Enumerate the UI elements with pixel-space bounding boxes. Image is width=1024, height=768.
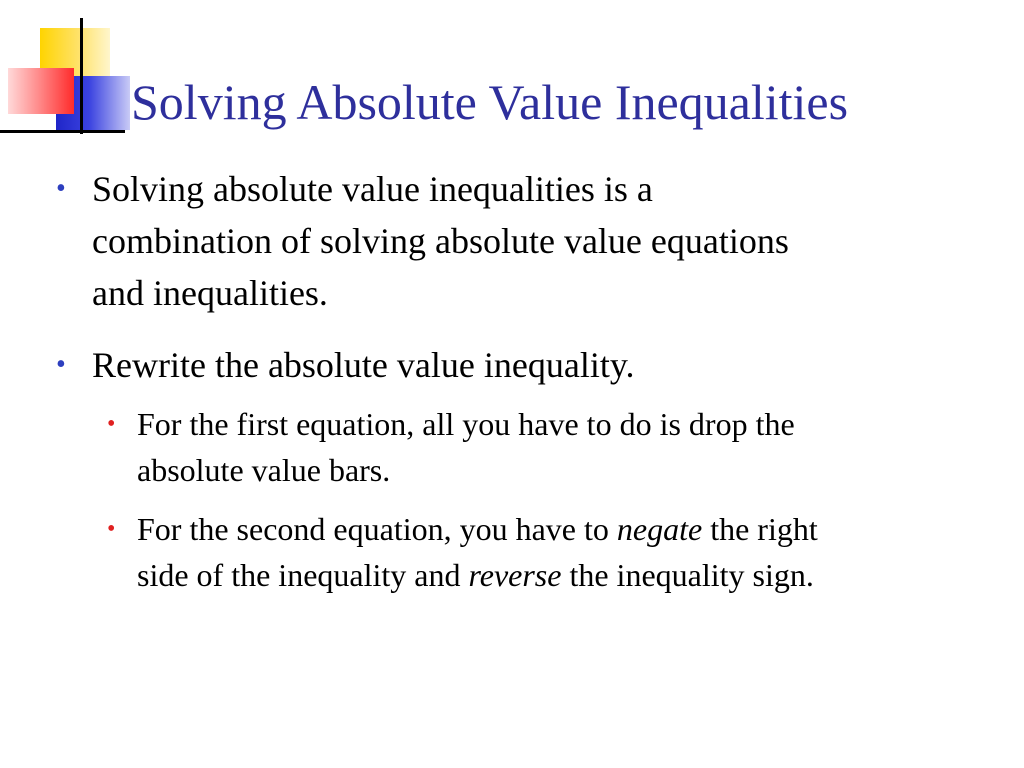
bullet-dot-icon: • bbox=[56, 349, 66, 380]
decorative-logo bbox=[0, 0, 140, 140]
bullet-dot-icon: • bbox=[56, 173, 66, 204]
horizontal-rule bbox=[0, 130, 125, 133]
red-square bbox=[8, 68, 74, 114]
bullet-item bbox=[56, 339, 992, 391]
slide-title: Solving Absolute Value Inequalities bbox=[131, 74, 849, 130]
subbullet-dot-icon: • bbox=[107, 411, 116, 437]
vertical-rule bbox=[80, 18, 83, 134]
bullet-line: and inequalities. bbox=[92, 273, 328, 313]
subbullet-line bbox=[137, 552, 1017, 598]
bullet-line: Rewrite the absolute value inequality. bbox=[92, 345, 635, 385]
emphasis-negate: negate bbox=[616, 511, 703, 547]
subbullet-item bbox=[107, 506, 1017, 598]
subbullet-dot-icon: • bbox=[107, 516, 116, 542]
subbullet-line bbox=[137, 506, 1017, 552]
bullet-line: combination of solving absolute value equations bbox=[92, 221, 789, 261]
bullet-item bbox=[56, 163, 992, 319]
text-run: side of the inequality and bbox=[137, 557, 469, 593]
subbullet-line: absolute value bars. bbox=[137, 452, 391, 488]
text-run: the inequality sign. bbox=[561, 557, 814, 593]
subbullet-line: For the first equation, all you have to do is drop the bbox=[137, 406, 795, 442]
emphasis-reverse: reverse bbox=[468, 557, 562, 593]
text-run: For the second equation, you have to bbox=[137, 511, 617, 547]
bullet-line: Solving absolute value inequalities is a bbox=[92, 169, 653, 209]
subbullet-item bbox=[107, 401, 997, 493]
text-run: the right bbox=[702, 511, 818, 547]
